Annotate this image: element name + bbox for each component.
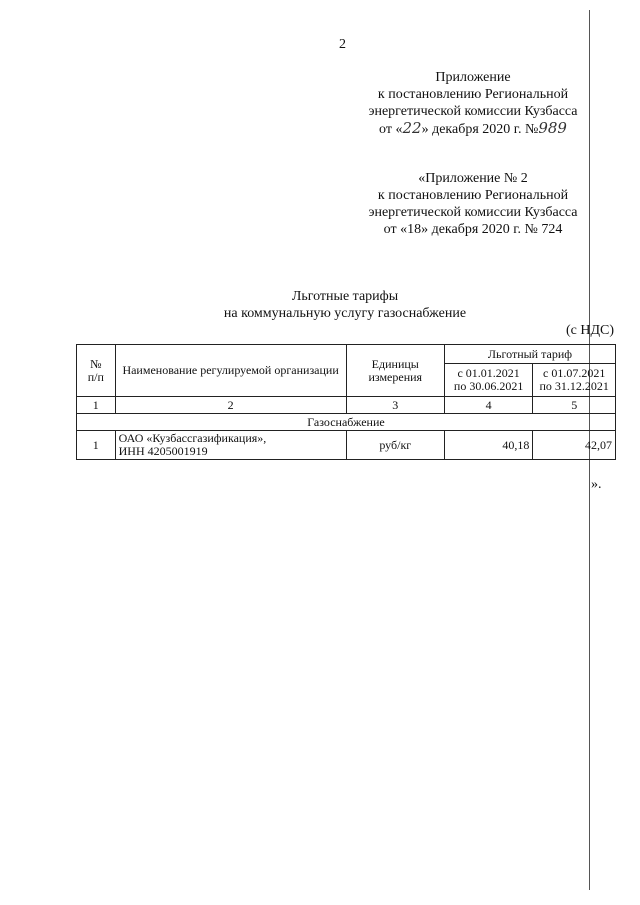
column-number: 2 (115, 397, 346, 414)
appendix-line: Приложение (435, 70, 511, 85)
closing-quote: ». (591, 477, 602, 492)
row-tariff-1: 40,18 (444, 431, 532, 460)
header-num: № п/п (77, 345, 116, 397)
header-units: Единицы измерения (346, 345, 444, 397)
column-number: 1 (77, 397, 116, 414)
column-number: 5 (533, 397, 616, 414)
section-label: Газоснабжение (77, 414, 616, 431)
title-line: Льготные тарифы (291, 289, 399, 304)
appendix-line: «Приложение № 2 (418, 171, 528, 186)
table-header-row (77, 345, 616, 364)
column-number: 3 (346, 397, 444, 414)
row-org: ОАО «Кузбассгазификация», ИНН 4205001919 (115, 431, 346, 460)
row-units: руб/кг (346, 431, 444, 460)
appendix-header-old (350, 170, 596, 238)
date-middle: » декабря 2020 г. № (421, 122, 539, 137)
appendix-date-line (350, 120, 596, 138)
row-num: 1 (77, 431, 116, 460)
page-number: 2 (339, 37, 346, 52)
column-number: 4 (444, 397, 532, 414)
tariff-table (76, 344, 616, 460)
date-prefix: от « (379, 122, 403, 137)
handwritten-number: 989 (538, 119, 567, 137)
appendix-line: энергетической комиссии Кузбасса (368, 205, 578, 220)
row-tariff-2: 42,07 (533, 431, 616, 460)
header-period-1: с 01.01.2021 по 30.06.2021 (444, 364, 532, 397)
table-row (77, 431, 616, 460)
appendix-line: к постановлению Региональной (377, 87, 569, 102)
appendix-header-new (350, 69, 596, 138)
appendix-line: энергетической комиссии Кузбасса (368, 104, 578, 119)
document-title (180, 288, 510, 322)
title-line: на коммунальную услугу газоснабжение (223, 306, 467, 321)
header-org: Наименование регулируемой организации (115, 345, 346, 397)
handwritten-day: 22 (402, 119, 422, 137)
appendix-line: от «18» декабря 2020 г. № 724 (383, 222, 563, 237)
vat-note: (с НДС) (566, 323, 615, 338)
appendix-line: к постановлению Региональной (377, 188, 569, 203)
header-tariff: Льготный тариф (444, 345, 615, 364)
section-row (77, 414, 616, 431)
column-number-row (77, 397, 616, 414)
header-period-2: с 01.07.2021 по 31.12.2021 (533, 364, 616, 397)
